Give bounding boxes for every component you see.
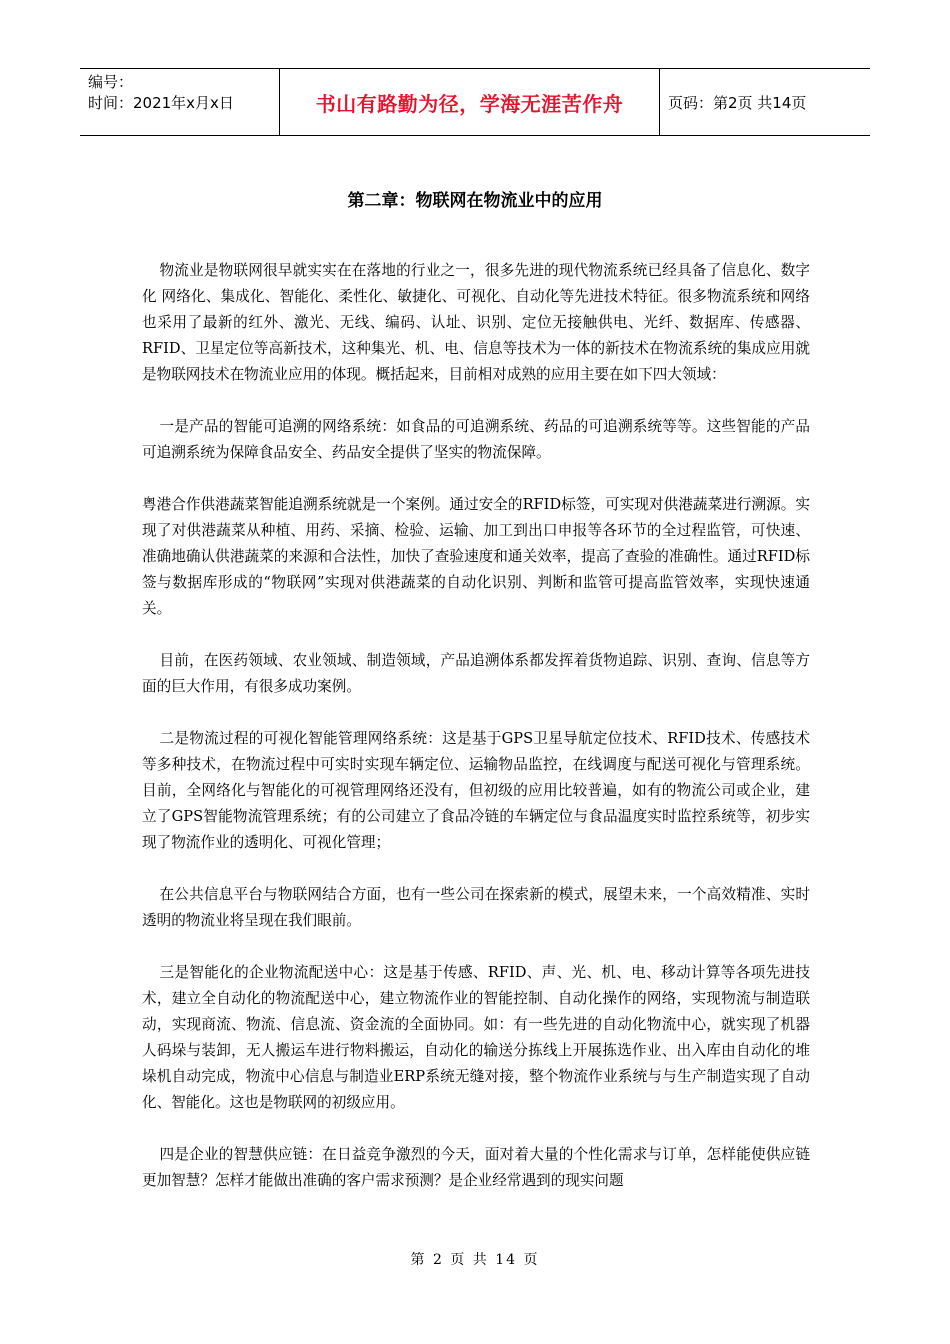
paragraph-traceability: 一是产品的智能可追溯的网络系统：如食品的可追溯系统、药品的可追溯系统等等。这些智能的产品可追溯系统为保障食品安全、药品安全提供了坚实的物流保障。: [142, 418, 810, 461]
paragraph-case-study: 粤港合作供港蔬菜智能追溯系统就是一个案例。通过安全的RFID标签，可实现对供港蔬菜进行溯源。实现了对供港蔬菜从种植、用药、采摘、检验、运输、加工到出口申报等各环节的全过程监管，可快速、准确地确认供港蔬菜的来源和合法性，加快了查验速度和通关效率，提高了查验的准确性。通过RFID标签与数据库形成的“物联网”实现对供港蔬菜的自动化识别、判断和监管可提高监管效率，实现快速通关。: [142, 496, 810, 617]
paragraph-current-fields: 目前，在医药领域、农业领域、制造领域，产品追溯体系都发挥着货物追踪、识别、查询、信息等方面的巨大作用，有很多成功案例。: [142, 652, 810, 695]
paragraph-visualization: 二是物流过程的可视化智能管理网络系统：这是基于GPS卫星导航定位技术、RFID技术、传感技术等多种技术，在物流过程中可实时实现车辆定位、运输物品监控，在线调度与配送可视化与管理系统。目前，全网络化与智能化的可视管理网络还没有，但初级的应用比较普遍，如有的物流公司或企业，建立了GPS智能物流管理系统；有的公司建立了食品冷链的车辆定位与食品温度实时监控系统等，初步实现了物流作业的透明化、可视化管理；: [142, 730, 810, 851]
page-footer: 第 2 页 共 14 页: [410, 1252, 540, 1268]
page-info-cell: [660, 69, 870, 135]
paragraph-supply-chain: 四是企业的智慧供应链：在日益竞争激烈的今天，面对着大量的个性化需求与订单，怎样能使供应链更加智慧？怎样才能做出准确的客户需求预测？是企业经常遇到的现实问题: [142, 1146, 810, 1189]
number-label: 编号：: [88, 73, 134, 91]
date-label: 时间：2021年x月x日: [88, 94, 234, 112]
motto-cell: [280, 69, 660, 135]
chapter-title: 第二章：物联网在物流业中的应用: [347, 191, 603, 211]
paragraph-public-platform: 在公共信息平台与物联网结合方面，也有一些公司在探索新的模式，展望未来，一个高效精准、实时透明的物流业将呈现在我们眼前。: [142, 886, 810, 929]
paragraph-intro: 物流业是物联网很早就实实在在落地的行业之一，很多先进的现代物流系统已经具备了信息化、数字化 网络化、集成化、智能化、柔性化、敏捷化、可视化、自动化等先进技术特征。很多物流系统和网络也采用了最新的红外、激光、无线、编码、认址、识别、定位无接触供电、光纤、数据库、传感器、RFID、卫星定位等高新技术，这种集光、机、电、信息等技术为一体的新技术在物流系统的集成应用就是物联网技术在物流业应用的体现。概括起来，目前相对成熟的应用主要在如下四大领域：: [142, 262, 810, 383]
motto-text: 书山有路勤为径，学海无涯苦作舟: [315, 91, 624, 116]
header-meta-cell: [80, 69, 280, 135]
document-body: [142, 258, 810, 1220]
header-table: [80, 68, 870, 136]
paragraph-distribution-center: 三是智能化的企业物流配送中心：这是基于传感、RFID、声、光、机、电、移动计算等各项先进技术，建立全自动化的物流配送中心，建立物流作业的智能控制、自动化操作的网络，实现物流与制造联动，实现商流、物流、信息流、资金流的全面协同。如：有一些先进的自动化物流中心，就实现了机器人码垛与装卸，无人搬运车进行物料搬运，自动化的输送分拣线上开展拣选作业、出入库由自动化的堆垛机自动完成，物流中心信息与制造业ERP系统无缝对接，整个物流作业系统与与生产制造实现了自动化、智能化。这也是物联网的初级应用。: [142, 964, 810, 1111]
page-info-text: 页码：第2页 共14页: [668, 93, 807, 112]
